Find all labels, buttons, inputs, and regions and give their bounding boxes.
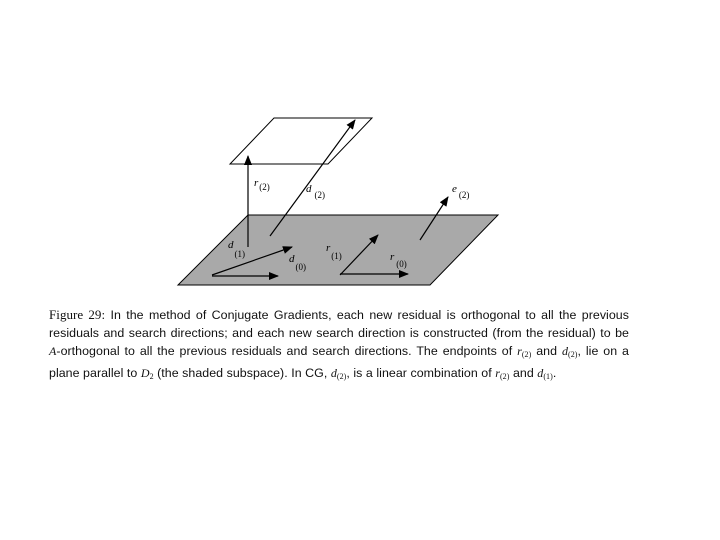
label-d2: d $_{(2)}$ (306, 183, 325, 200)
math-d2b-sub: (2) (336, 372, 347, 381)
label-r2: $r_{(2)}$ (254, 177, 270, 192)
caption-text-3: , lie on a plane parallel to (49, 344, 629, 380)
math-r2b-sub: (2) (499, 372, 510, 381)
caption-and-1: and (536, 344, 558, 358)
label-e2: e $_{(2)}$ (452, 183, 470, 200)
label-d0: $d_{(0)}$ (289, 253, 306, 272)
math-D: D (140, 366, 150, 380)
label-r0: $r_{(0)}$ (390, 251, 407, 269)
shaded-subspace-plane (178, 215, 498, 285)
figure-label: Figure 29: (49, 307, 106, 322)
math-r2b: r (495, 366, 500, 380)
math-d1: d (537, 366, 544, 380)
figure-caption: Figure 29: In the method of Conjugate Gradients, each new residual is orthogonal to all the previous residuals and search directions; and each new search direction is constructed (from the residual) to be A-orthogonal to all the previous residuals and search directions. The endpoints of r(2) and d(2), lie on a plane parallel to D2 (the shaded subspace). In CG, d(2), is a linear combination of r(2) and d(1). (49, 307, 629, 381)
math-d2-sub: (2) (568, 350, 578, 359)
math-d2b: d (330, 366, 337, 380)
math-r2-sub: (2) (521, 350, 532, 359)
math-d2: d (561, 344, 568, 358)
label-d1: $d_{(1)}$ (228, 239, 245, 259)
math-d1-sub: (1) (543, 372, 553, 381)
caption-text-2: -orthogonal to all the previous residuals and search directions. The endpoints of (56, 344, 513, 358)
label-r1: $r_{(1)}$ (326, 242, 342, 261)
math-A: A (49, 344, 57, 358)
caption-end: . (552, 366, 557, 380)
caption-text-1: In the method of Conjugate Gradients, each new residual is orthogonal to all the previous residuals and search directions; and each new search direction is constructed (from the residual) to be (49, 308, 629, 340)
caption-text-4: (the shaded subspace). In CG, (157, 366, 328, 380)
math-D-sub: 2 (149, 372, 154, 381)
caption-and-2: and (512, 366, 534, 380)
caption-text-5: is a linear combination of (353, 366, 492, 380)
math-r2: r (517, 344, 522, 358)
